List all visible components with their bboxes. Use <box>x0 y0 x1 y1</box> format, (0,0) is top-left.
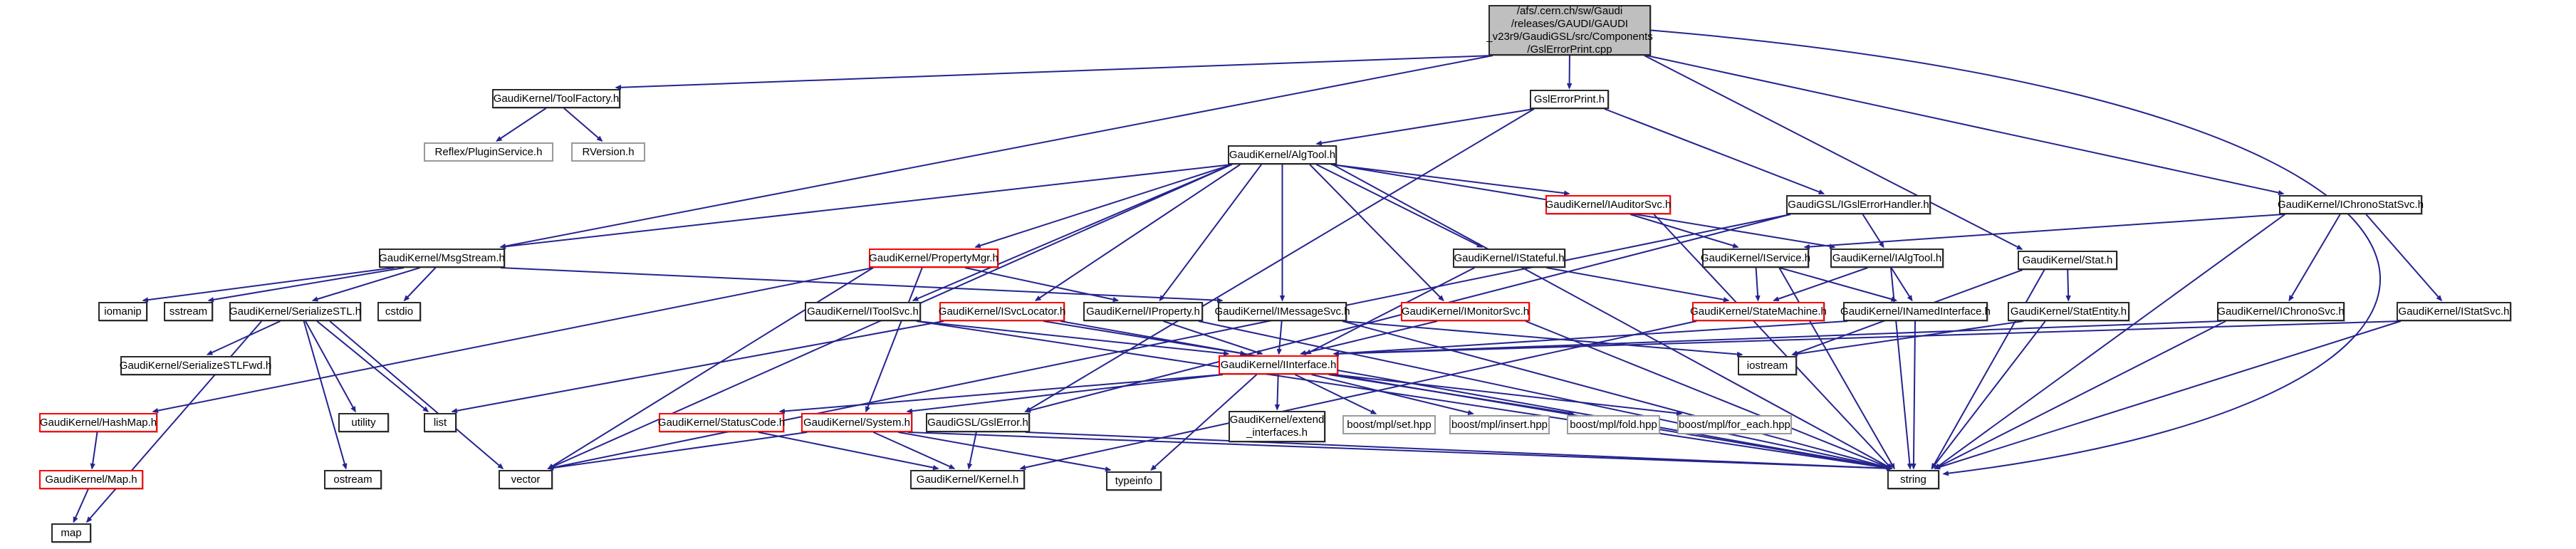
graph-node-hashmap[interactable] <box>39 413 157 432</box>
graph-node-label: GaudiKernel/IChronoStatSvc.h <box>2277 198 2424 211</box>
include-edge-ichronostatsvc-to-istatsvc <box>2366 214 2441 300</box>
graph-node-boost_fold[interactable] <box>1567 415 1660 434</box>
include-edge-algtool-to-isvclocator <box>1036 164 1240 300</box>
include-edge-ichronosvc-to-string <box>1935 321 2226 469</box>
graph-node-rversion[interactable] <box>571 142 645 162</box>
graph-node-label: GaudiKernel/IStateful.h <box>1454 251 1565 264</box>
graph-node-label: GaudiKernel/IStatSvc.h <box>2398 305 2510 318</box>
include-edge-msgstream-to-cstdio <box>405 268 436 300</box>
graph-node-iauditorsvc[interactable] <box>1545 195 1671 214</box>
include-edge-gslerrorprint-to-algtool <box>1317 109 1534 144</box>
graph-node-label: boost/mpl/fold.hpp <box>1570 418 1657 431</box>
include-edge-propertymgr-to-vector <box>548 268 873 469</box>
include-edge-cpp-to-msgstream <box>501 56 1493 247</box>
include-edge-serializestl-to-vector <box>330 321 503 469</box>
graph-node-label: ostream <box>333 473 372 486</box>
include-edge-toolfactory-to-rversion <box>564 108 602 141</box>
graph-node-label: GaudiKernel/IAlgTool.h <box>1832 251 1942 264</box>
graph-node-toolfactory[interactable] <box>492 89 620 108</box>
graph-node-label: GaudiKernel/Kernel.h <box>916 473 1019 486</box>
include-edge-istatsvc-to-string <box>1935 321 2401 469</box>
graph-node-label: /afs/.cern.ch/sw/Gaudi /releases/GAUDI/GAUDI _v23r9/GaudiGSL/src/Components /GslErrorPrint.cpp <box>1486 4 1653 56</box>
include-edge-msgstream-to-imessagesvc <box>501 268 1222 300</box>
graph-node-label: GaudiKernel/StatEntity.h <box>2010 305 2127 318</box>
graph-node-imessagesvc[interactable] <box>1214 302 1350 321</box>
graph-node-cstdio[interactable] <box>377 302 421 321</box>
graph-node-serializestl[interactable] <box>229 302 361 321</box>
include-edge-cpp-to-toolfactory <box>616 56 1493 88</box>
graph-node-label: string <box>1900 473 1926 486</box>
include-edge-itoolsvc-to-string <box>917 321 1892 469</box>
graph-node-imonitorsvc[interactable] <box>1401 302 1530 321</box>
graph-node-label: GaudiKernel/AlgTool.h <box>1229 148 1336 161</box>
include-edge-cpp-to-stat <box>1644 56 2022 249</box>
graph-node-label: GaudiKernel/Stat.h <box>2022 253 2113 266</box>
graph-node-label: map <box>61 526 82 539</box>
graph-node-kernel[interactable] <box>910 470 1025 489</box>
graph-node-label: iomanip <box>104 305 142 318</box>
graph-node-label: GaudiKernel/StatusCode.h <box>657 416 786 429</box>
graph-node-label: list <box>433 416 447 429</box>
include-edge-statentity-to-string <box>1932 321 2045 469</box>
graph-node-label: Reflex/PluginService.h <box>434 145 543 158</box>
graph-node-algtool[interactable] <box>1228 145 1337 164</box>
include-edge-stat-to-statentity <box>2067 270 2068 300</box>
graph-node-iinterface[interactable] <box>1219 355 1338 375</box>
graph-node-label: typeinfo <box>1115 474 1153 487</box>
include-edge-serializestl-to-utility <box>306 321 355 412</box>
include-edge-inamedinterface-to-string <box>1914 321 1915 469</box>
graph-node-istatsvc[interactable] <box>2397 302 2511 321</box>
graph-node-label: utility <box>351 416 376 429</box>
include-edge-propertymgr-to-hashmap <box>153 268 873 412</box>
include-edge-algtool-to-itoolsvc <box>913 164 1232 300</box>
graph-node-label: cstdio <box>385 305 414 318</box>
graph-node-label: GaudiKernel/SerializeSTL.h <box>229 305 362 318</box>
graph-node-label: GaudiKernel/IMonitorSvc.h <box>1401 305 1530 318</box>
graph-node-stat[interactable] <box>2018 251 2117 270</box>
graph-node-label: GaudiGSL/IGslErrorHandler.h <box>1788 198 1929 211</box>
graph-node-string[interactable] <box>1887 470 1939 489</box>
include-edge-imonitorsvc-to-string <box>1526 321 1892 469</box>
include-edge-serializestl-to-list <box>317 321 428 412</box>
graph-node-label: GaudiKernel/ISvcLocator.h <box>938 305 1066 318</box>
graph-node-statentity[interactable] <box>2008 302 2129 321</box>
include-edge-iinterface-to-system <box>907 375 1223 412</box>
graph-node-label: GaudiKernel/SerializeSTLFwd.h <box>119 359 272 372</box>
graph-node-boost_foreach[interactable] <box>1677 415 1792 434</box>
graph-node-istateful[interactable] <box>1453 249 1565 268</box>
graph-node-label: boost/mpl/set.hpp <box>1347 418 1432 431</box>
include-edge-ichronostatsvc-to-iservice <box>1805 214 2283 247</box>
graph-node-propertymgr[interactable] <box>869 249 998 268</box>
graph-node-label: boost/mpl/insert.hpp <box>1451 418 1548 431</box>
include-edge-serializestl-to-serializestlfwd <box>207 321 280 355</box>
graph-node-map_h[interactable] <box>39 470 143 489</box>
graph-node-label: GaudiKernel/IProperty.h <box>1086 305 1200 318</box>
graph-node-label: GaudiKernel/StateMachine.h <box>1690 305 1827 318</box>
include-edge-msgstream-to-serializestl <box>313 268 419 300</box>
include-edge-ialgtool-to-string <box>1891 268 1910 469</box>
include-edge-algtool-to-propertymgr <box>976 164 1232 247</box>
include-edge-iservice-to-inamedinterface <box>1780 268 1897 300</box>
include-edge-algtool-to-imonitorsvc <box>1310 164 1444 300</box>
include-edge-ichronostatsvc-to-ichronosvc <box>2289 214 2340 300</box>
graph-node-label: GaudiGSL/GslError.h <box>927 416 1028 429</box>
graph-node-ialgtool[interactable] <box>1830 249 1944 268</box>
graph-node-cpp[interactable] <box>1488 5 1651 56</box>
include-edge-ialgtool-to-inamedinterface <box>1892 268 1912 300</box>
graph-node-statuscode[interactable] <box>659 413 784 432</box>
include-edge-cpp-to-ichronostatsvc <box>1647 56 2283 194</box>
graph-node-utility[interactable] <box>338 413 389 432</box>
graph-node-label: GaudiKernel/IAuditorSvc.h <box>1545 198 1672 211</box>
include-edge-map_h-to-map <box>73 489 88 522</box>
graph-node-msgstream[interactable] <box>379 249 505 268</box>
include-edge-msgstream-to-iomanip <box>143 268 394 300</box>
include-edge-propertymgr-to-system <box>866 268 922 412</box>
include-edge-iinterface-to-statuscode <box>780 375 1223 412</box>
include-edge-iinterface-to-boost_foreach <box>1334 375 1681 414</box>
graph-node-reflex[interactable] <box>424 142 553 162</box>
graph-node-label: GaudiKernel/Map.h <box>45 473 137 486</box>
include-edge-statentity-to-iostream <box>1793 321 2023 355</box>
graph-node-serializestlfwd[interactable] <box>120 356 271 375</box>
graph-node-ichronosvc[interactable] <box>2217 302 2345 321</box>
include-edge-msgstream-to-sstream <box>209 268 404 300</box>
graph-node-statemachine[interactable] <box>1692 302 1825 321</box>
include-edge-isvclocator-to-list <box>452 321 944 412</box>
graph-node-boost_set[interactable] <box>1342 415 1436 434</box>
include-edge-system-to-vector <box>548 432 807 469</box>
graph-node-sstream[interactable] <box>164 302 213 321</box>
include-edge-statuscode-to-kernel <box>758 432 938 469</box>
graph-node-label: vector <box>511 473 541 486</box>
include-edge-propertymgr-to-iproperty <box>965 268 1118 300</box>
graph-node-label: GslErrorPrint.h <box>1533 93 1605 105</box>
graph-node-label: GaudiKernel/IInterface.h <box>1220 358 1337 371</box>
graph-node-label: GaudiKernel/extend _interfaces.h <box>1229 414 1325 439</box>
graph-node-itoolsvc[interactable] <box>805 302 921 321</box>
include-edge-gslerror-to-string <box>1026 432 1892 469</box>
graph-node-list[interactable] <box>424 413 457 432</box>
graph-node-label: GaudiKernel/MsgStream.h <box>379 251 505 264</box>
graph-node-typeinfo[interactable] <box>1106 471 1162 491</box>
graph-node-iostream[interactable] <box>1738 356 1797 375</box>
graph-node-boost_insert[interactable] <box>1449 415 1550 434</box>
graph-node-iomanip[interactable] <box>98 302 147 321</box>
graph-node-label: GaudiKernel/IToolSvc.h <box>807 305 919 318</box>
include-edge-gslerrorprint-to-igslerrorhandler <box>1605 109 1824 194</box>
graph-node-label: iostream <box>1746 359 1788 372</box>
graph-node-vector[interactable] <box>499 470 553 489</box>
graph-node-label: GaudiKernel/IChronoSvc.h <box>2217 305 2345 318</box>
graph-node-igslerrorhandler[interactable] <box>1786 195 1931 214</box>
graph-node-label: GaudiKernel/IMessageSvc.h <box>1214 305 1350 318</box>
graph-node-label: GaudiKernel/ToolFactory.h <box>493 92 620 105</box>
graph-node-label: GaudiKernel/System.h <box>803 416 911 429</box>
graph-node-system[interactable] <box>801 413 912 432</box>
include-edge-hashmap-to-map_h <box>92 432 97 469</box>
graph-node-ichronostatsvc[interactable] <box>2279 195 2422 214</box>
graph-node-label: GaudiKernel/PropertyMgr.h <box>869 251 998 264</box>
graph-node-gslerrorprint[interactable] <box>1530 90 1609 109</box>
edge-group <box>73 31 2441 523</box>
include-edge-istatsvc-to-iinterface <box>1334 321 2401 354</box>
graph-node-label: GaudiKernel/INamedInterface.h <box>1840 305 1991 318</box>
include-edge-iinterface-to-extend <box>1277 375 1278 409</box>
include-edge-serializestl-to-ostream <box>304 321 346 469</box>
graph-node-ostream[interactable] <box>324 470 382 489</box>
graph-node-gslerror[interactable] <box>926 413 1030 432</box>
graph-node-isvclocator[interactable] <box>939 302 1065 321</box>
graph-node-iproperty[interactable] <box>1083 302 1203 321</box>
graph-node-iservice[interactable] <box>1702 249 1809 268</box>
include-edge-toolfactory-to-reflex <box>496 108 546 141</box>
include-edge-imessagesvc-to-iinterface <box>1279 321 1282 354</box>
graph-node-inamedinterface[interactable] <box>1840 302 1991 321</box>
include-edge-iservice-to-statemachine <box>1756 268 1758 300</box>
graph-node-label: GaudiKernel/IService.h <box>1700 251 1811 264</box>
graph-node-extend[interactable] <box>1229 411 1325 442</box>
graph-node-label: sstream <box>169 305 208 318</box>
graph-node-label: RVersion.h <box>582 145 635 158</box>
include-edge-isvclocator-to-string <box>1060 321 1892 469</box>
graph-node-map[interactable] <box>51 523 91 543</box>
graph-node-label: boost/mpl/for_each.hpp <box>1679 418 1790 431</box>
graph-node-label: GaudiKernel/HashMap.h <box>39 416 157 429</box>
include-edge-algtool-to-istateful <box>1316 164 1482 247</box>
include-edge-gslerror-to-kernel <box>969 432 976 469</box>
